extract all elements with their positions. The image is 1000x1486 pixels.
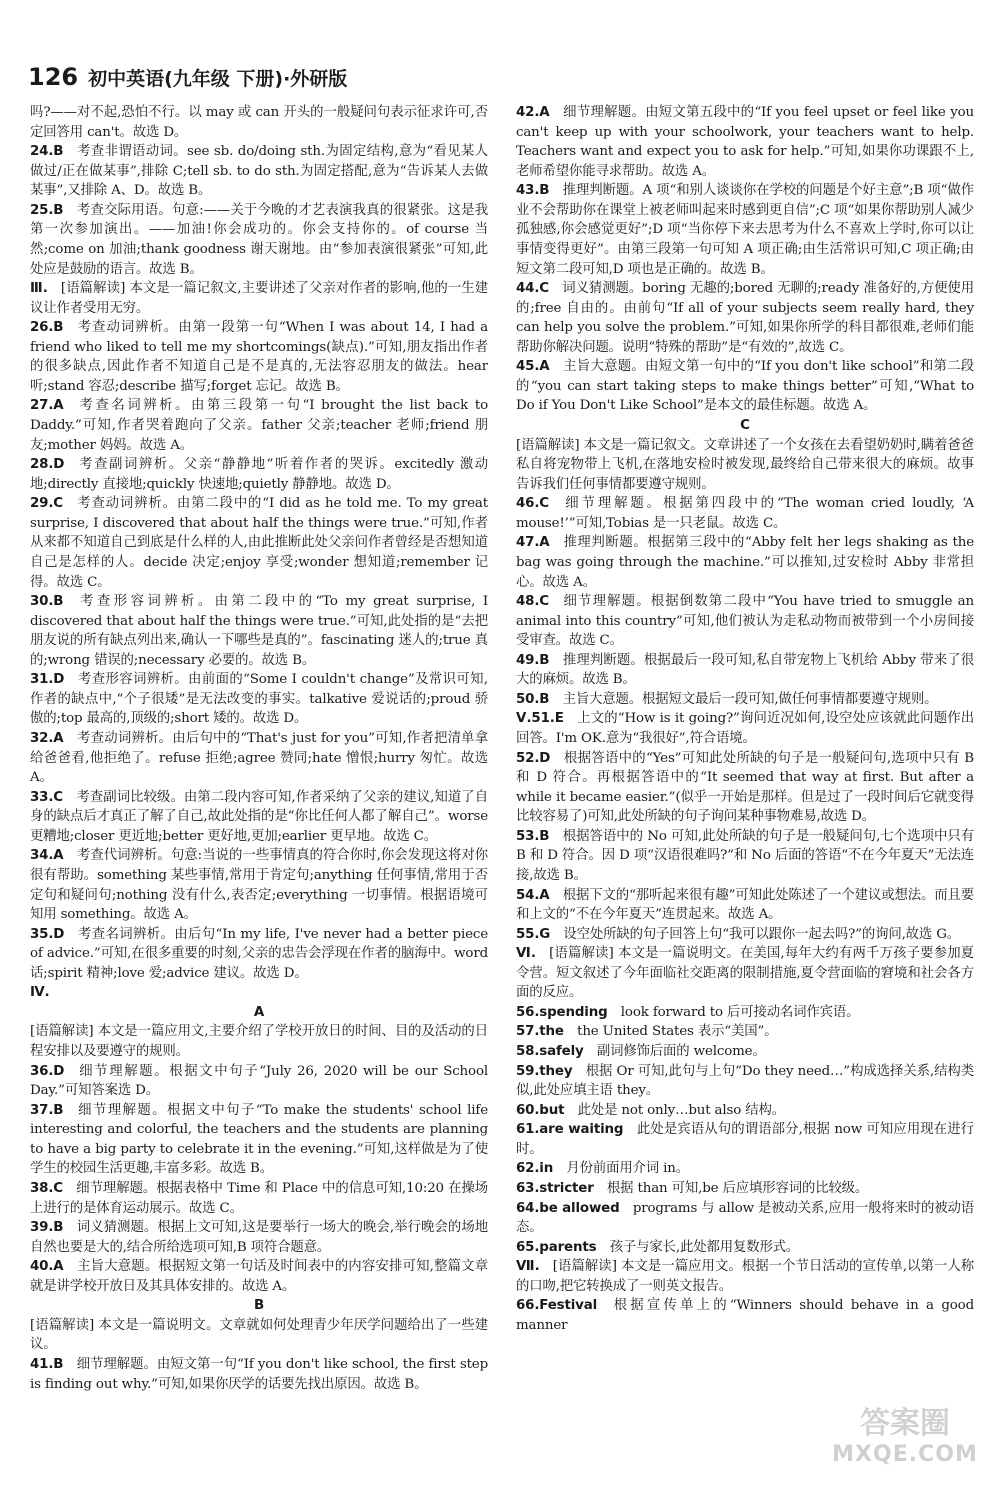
answer-explanation: [语篇解读] 本文是一篇记叙文,主要讲述了父亲对作者的影响,他的一生建议让作者受用无穷。 xyxy=(30,281,488,316)
answer-item xyxy=(30,455,488,494)
answer-item xyxy=(30,1022,488,1061)
answer-item xyxy=(30,142,488,201)
answer-item xyxy=(516,886,974,925)
answer-number: 54.A xyxy=(516,887,550,903)
answer-explanation: 吗?——对不起,恐怕不行。以 may 或 can 开头的一般疑问句表示征求许可,否定回答用 can't。故选 D。 xyxy=(30,105,488,140)
answer-explanation: 考查非谓语动词。see sb. do/doing sth.为固定结构,意为“看见某人做过/正在做某事”,排除 C;tell sb. to do sth.为固定搭配,意为“告诉某人去做某事”,又排除 A、D。故选 B。 xyxy=(30,144,488,199)
book-title: 初中英语(九年级 下册)·外研版 xyxy=(88,67,348,90)
answer-item xyxy=(516,944,974,1003)
answer-item xyxy=(30,925,488,984)
answer-explanation: 根据答语中的 No 可知,此处所缺的句子是一般疑问句,七个选项中只有 B 和 D 符合。因 D 项“汉语很难吗?”和 No 后面的答语“不在今年夏天”无法连接,故选 B。 xyxy=(516,828,974,883)
answer-number: 44.C xyxy=(516,281,549,297)
passage-section-heading: C xyxy=(740,418,750,433)
answer-explanation: 根据宣传单上的“Winners should behave in a good manner xyxy=(516,1298,974,1333)
answer-explanation: 词义猜测题。根据上文可知,这是要举行一场大的晚会,举行晚会的场地自然也要是大的,结合所给选项可知,B 项符合题意。 xyxy=(30,1220,488,1255)
answer-item xyxy=(30,279,488,318)
answer-number: 29.C xyxy=(30,496,63,512)
answer-number: 39.B xyxy=(30,1220,64,1236)
answer-explanation: 考查动词辨析。由后句中的“That's just for you”可知,作者把清单拿给爸爸看,他拒绝了。refuse 拒绝;agree 赞同;hate 憎恨;hurry 匆忙。故选 A。 xyxy=(30,731,488,786)
answer-number: Ⅶ. xyxy=(516,1259,540,1275)
left-column xyxy=(30,103,488,1478)
right-column xyxy=(516,103,974,1478)
answer-explanation: the United States 表示“美国”。 xyxy=(577,1024,778,1040)
answer-number: 38.C xyxy=(30,1180,63,1196)
answer-number: 58.safely xyxy=(516,1044,584,1059)
answer-item xyxy=(516,103,974,181)
answer-item xyxy=(30,201,488,279)
answer-explanation: 根据答语中的“Yes”可知此处所缺的句子是一般疑问句,选项中只有 B 和 D 符合。再根据答语中的“It seemed that way at first. But after a while it became easier.”(似乎一开始是那样。但是过了一段时间后它就变得比较容易了)可知,此处所缺的句子询问某种事物难易,故选 D。 xyxy=(516,750,974,825)
answer-item xyxy=(30,494,488,592)
answer-number: 49.B xyxy=(516,652,550,668)
answer-number: 28.D xyxy=(30,457,65,473)
page-header xyxy=(28,60,508,94)
answer-explanation: 词义猜测题。boring 无趣的;bored 无聊的;ready 准备好的,方便使用的;free 自由的。由前句“If all of your subjects seem really hard, they can help you solve the problem.”可知,如果你所学的科目都很难,老师们能帮助你解决问题。说明“特殊的帮助”是“有效的”,故选 C。 xyxy=(516,281,974,355)
answer-number: 36.D xyxy=(30,1063,65,1079)
answer-item xyxy=(30,1257,488,1296)
passage-section-heading: B xyxy=(253,1298,265,1314)
answer-explanation: [语篇解读] 本文是一篇说明文。在美国,每年大约有两千万孩子要参加夏令营。短文叙述了今年面临社交距离的限制措施,夏令营面临的窘境和社会各方面的反应。 xyxy=(516,946,974,1001)
answer-number: 61.are waiting xyxy=(516,1122,624,1138)
answer-item xyxy=(516,1101,974,1121)
answer-explanation: 上文的“How is it going?”询问近况如何,设空处应该就此问题作出回答。I'm OK.意为“我很好”,符合语境。 xyxy=(516,711,974,746)
answer-item xyxy=(516,1159,974,1179)
answer-item xyxy=(516,1179,974,1199)
answer-number: 57.the xyxy=(516,1024,564,1040)
answer-explanation: 细节理解题。根据倒数第二段中“You have tried to smuggle an animal into this country”可知,他们被认为走私动物而被带到一个小房间接受审查。故选 C。 xyxy=(516,594,974,649)
answer-item xyxy=(516,436,974,495)
answer-item xyxy=(30,729,488,788)
answer-number: 53.B xyxy=(516,828,550,844)
answer-item xyxy=(516,181,974,279)
answer-number: 35.D xyxy=(30,926,65,942)
answer-explanation: 考查副词辨析。父亲“静静地”听着作者的哭诉。excitedly 激动地;directly 直接地;quickly 快速地;quietly 静静地。故选 D。 xyxy=(30,457,488,492)
answer-item xyxy=(516,1199,974,1238)
answer-number: 62.in xyxy=(516,1161,554,1177)
answer-number: 60.but xyxy=(516,1102,565,1118)
answer-number: 34.A xyxy=(30,848,64,864)
answer-item xyxy=(30,318,488,396)
answer-item xyxy=(30,592,488,670)
answer-item xyxy=(30,1355,488,1394)
answer-explanation: 细节理解题。根据文中句子“July 26, 2020 will be our School Day.”可知答案选 D。 xyxy=(30,1063,488,1099)
answer-explanation: 副词修饰后面的 welcome。 xyxy=(596,1044,766,1059)
answer-number: Ⅵ. xyxy=(516,946,536,962)
answer-explanation: 月份前面用介词 in。 xyxy=(566,1161,689,1177)
answer-explanation: [语篇解读] 本文是一篇说明文。文章就如何处理青少年厌学问题给出了一些建议。 xyxy=(30,1317,488,1353)
answer-item xyxy=(516,1022,974,1042)
answer-item xyxy=(516,690,974,710)
answer-explanation: 细节理解题。根据第四段中的“The woman cried loudly, ‘A mouse!’”可知,Tobias 是一只老鼠。故选 C。 xyxy=(516,496,974,531)
answer-item xyxy=(516,1296,974,1335)
answer-item xyxy=(516,592,974,651)
answer-number: 66.Festival xyxy=(516,1298,598,1314)
answer-number: 27.A xyxy=(30,398,64,414)
answer-item xyxy=(516,827,974,886)
answer-item xyxy=(516,651,974,690)
answer-number: 47.A xyxy=(516,535,550,551)
answer-explanation: 根据 Or 可知,此句与上句“Do they need…”构成选择关系,结构类似,此处应填主语 they。 xyxy=(516,1063,974,1099)
answer-explanation: 考查动词辨析。由第二段中的“I did as he told me. To my great surprise, I discovered that about half the things were true.”可知,作者从来都不知道自己到底是什么样的人,由此推断此处父亲问作者曾经是否想知道自己是怎样的人。decide 决定;enjoy 享受;wonder 想知道;remember 记得。故选 C。 xyxy=(30,496,488,590)
answer-item xyxy=(30,670,488,729)
answer-explanation: 考查动词辨析。由第一段第一句“When I was about 14, I had a friend who liked to tell me my shortcomings(缺点).”可知,朋友指出作者的很多缺点,因此作者不知道自己是不是真的,无法容忍朋友的做法。hear 听;stand 容忍;describe 描写;forget 忘记。故选 B。 xyxy=(30,320,488,394)
watermark-line-1: 答案圈 xyxy=(860,1405,950,1441)
answer-item xyxy=(516,925,974,945)
answer-number: 52.D xyxy=(516,750,551,766)
answer-explanation: 根据下文的“那听起来很有趣”可知此处陈述了一个建议或想法。而且要和上文的“不在今年夏天”连贯起来。故选 A。 xyxy=(516,887,974,923)
answer-explanation: 主旨大意题。根据短文第一句话及时间表中的内容安排可知,整篇文章就是讲学校开放日及其具体安排的。故选 A。 xyxy=(30,1259,488,1294)
answer-explanation: 孩子与家长,此处都用复数形式。 xyxy=(609,1239,800,1255)
answer-explanation: 推理判断题。A 项“和别人谈谈你在学校的问题是个好主意”;B 项“做作业不会帮助你在课堂上被老师叫起来时感到更自信”;C 项“如果你帮助别人减少孤独感,你会感觉更好”;D 项“当你停下来去思考为什么不喜欢上学时,你可以让事情变得更好”。由第三段第一句可知 A 项正确;由生活常识可知,C 项正确;由短文第二段可知,D 项也是正确的。故选 B。 xyxy=(516,183,974,277)
answer-explanation: 考查交际用语。句意:——关于今晚的才艺表演我真的很紧张。这是我第一次参加演出。——加油!你会成功的。你会支持你的。of course 当然;come on 加油;thank goodness 谢天谢地。由“参加表演很紧张”可知,此处应是鼓励的语言。故选 B。 xyxy=(30,202,488,277)
answer-explanation: 细节理解题。根据表格中 Time 和 Place 中的信息可知,10:20 在操场上进行的是体育运动展示。故选 C。 xyxy=(30,1180,488,1216)
answer-number: 31.D xyxy=(30,672,65,688)
answer-explanation: 主旨大意题。根据短文最后一段可知,做任何事情都要遵守规则。 xyxy=(562,691,938,707)
answer-explanation: 细节理解题。根据文中句子“To make the students' school life interesting and colorful, the teachers and the students are planning to have a big party to celebrate it in the evening.”可知,这样做是为了使学生的校园生活更趣,丰富多彩。故选 B。 xyxy=(30,1102,488,1177)
answer-explanation: 此处是宾语从句的谓语部分,根据 now 可知应用现在进行时。 xyxy=(516,1122,974,1157)
answer-item xyxy=(516,1238,974,1258)
answer-item xyxy=(30,1101,488,1179)
section-roman-label xyxy=(30,983,488,1003)
section-roman-number: Ⅳ. xyxy=(30,985,50,1001)
answer-explanation: 细节理解题。由短文第一句“If you don't like school, the first step is finding out why.”可知,如果你厌学的话要先找出原因。故选 B。 xyxy=(30,1357,488,1392)
answer-item xyxy=(516,749,974,827)
answer-item xyxy=(516,1120,974,1159)
answer-number: 32.A xyxy=(30,731,64,746)
answer-item xyxy=(30,1316,488,1355)
answer-item xyxy=(516,533,974,592)
answer-item xyxy=(30,1218,488,1257)
answer-number: Ⅴ.51.E xyxy=(516,711,564,727)
answer-explanation: [语篇解读] 本文是一篇应用文。根据一个节日活动的宣传单,以第一人称的口吻,把它转换成了一则英文报告。 xyxy=(516,1259,974,1294)
answer-item xyxy=(516,1003,974,1023)
answer-number: 24.B xyxy=(30,144,64,160)
answer-item xyxy=(30,1062,488,1101)
answer-number: 26.B xyxy=(30,320,64,336)
answer-item xyxy=(516,1257,974,1296)
answer-number: 43.B xyxy=(516,183,550,199)
answer-number: 40.A xyxy=(30,1259,64,1275)
answer-explanation: 细节理解题。由短文第五段中的“If you feel upset or feel like you can't keep up with your schoolwork, your teachers want to help. Teachers want and expect you to ask for help.”可知,如果你功课跟不上,老师希望你能寻求帮助。故选 A。 xyxy=(516,105,974,179)
answer-explanation: 设空处所缺的句子回答上句“我可以跟你一起去吗?”的询问,故选 G。 xyxy=(563,926,961,942)
answer-item xyxy=(30,788,488,847)
answer-number: 48.C xyxy=(516,594,549,610)
answer-number: 41.B xyxy=(30,1357,64,1372)
answer-item xyxy=(30,1179,488,1218)
answer-item xyxy=(30,396,488,455)
answer-explanation: 考查形容词辨析。由前面的“Some I couldn't change”及常识可知,作者的缺点中,“个子很矮”是无法改变的事实。talkative 爱说话的;proud 骄傲的;top 最高的,顶级的;short 矮的。故选 D。 xyxy=(30,672,488,727)
answer-number: 45.A xyxy=(516,359,550,375)
answer-number: 55.G xyxy=(516,926,551,942)
answer-explanation: 推理判断题。根据第三段中的“Abby felt her legs shaking as the bag was going through the machine.”可以推知,过安检时 Abby 非常担心。故选 A。 xyxy=(516,535,974,590)
answer-item xyxy=(516,279,974,357)
answer-explanation: 此处是 not only…but also 结构。 xyxy=(577,1102,785,1118)
answer-explanation: 考查代词辨析。句意:当说的一些事情真的符合你时,你会发现这将对你很有帮助。something 某些事情,常用于肯定句;anything 任何事情,常用于否定句和疑问句;nothing 没有什么,表否定;everything 一切事情。根据语境可知用 something。故选 A。 xyxy=(30,848,488,923)
answer-explanation: [语篇解读] 本文是一篇应用文,主要介绍了学校开放日的时间、目的及活动的日程安排以及要遵守的规则。 xyxy=(30,1024,488,1059)
answer-explanation: 考查副词比较级。由第二段内容可知,作者采纳了父亲的建议,知道了自身的缺点后才真正了解了自己,故此处指的是“你比任何人都了解自己”。worse 更糟地;closer 更近地;better 更好地,更加;earlier 更早地。故选 C。 xyxy=(30,789,488,844)
answer-number: 33.C xyxy=(30,789,63,805)
answer-item xyxy=(30,103,488,142)
answer-number: 56.spending xyxy=(516,1004,608,1020)
answer-number: 25.B xyxy=(30,202,64,218)
answer-number: 46.C xyxy=(516,496,549,512)
answer-explanation: look forward to 后可接动名词作宾语。 xyxy=(620,1004,860,1020)
answer-number: 65.parents xyxy=(516,1239,597,1255)
answer-explanation: 考查形容词辨析。由第二段中的“To my great surprise, I discovered that about half the things were true.”可知,此处指的是“去把朋友说的所有缺点列出来,确认一下哪些是真的”。fascinating 迷人的;true 真的;wrong 错误的;necessary 必要的。故选 B。 xyxy=(30,594,488,668)
page-number: 126 xyxy=(28,63,79,91)
watermark-line-2: MXQE.COM xyxy=(832,1441,978,1467)
answer-explanation: 根据 than 可知,be 后应填形容词的比较级。 xyxy=(606,1180,869,1196)
answer-item xyxy=(516,357,974,416)
answer-number: Ⅲ. xyxy=(30,281,48,297)
answer-explanation: 考查名词辨析。由第三段第一句“I brought the list back to Daddy.”可知,作者哭着跑向了父亲。father 父亲;teacher 老师;friend 朋友;mother 妈妈。故选 A。 xyxy=(30,398,488,453)
answer-explanation: programs 与 allow 是被动关系,应用一般将来时的被动语态。 xyxy=(516,1200,974,1236)
answer-number: 64.be allowed xyxy=(516,1200,620,1216)
answer-number: 37.B xyxy=(30,1102,64,1118)
answer-number: 30.B xyxy=(30,594,64,610)
answer-explanation: 推理判断题。根据最后一段可知,私自带宠物上飞机给 Abby 带来了很大的麻烦。故选 B。 xyxy=(516,652,974,688)
answer-number: 63.stricter xyxy=(516,1180,594,1196)
answer-number: 59.they xyxy=(516,1063,573,1079)
answer-number: 50.B xyxy=(516,691,550,707)
answer-item xyxy=(516,709,974,748)
answer-explanation: 考查名词辨析。由后句“In my life, I've never had a better piece of advice.”可知,在很多重要的时刻,父亲的忠告会浮现在作者的脑海中。word 话;spirit 精神;love 爱;advice 建议。故选 D。 xyxy=(30,926,488,981)
answer-item xyxy=(30,846,488,924)
answer-item xyxy=(516,1062,974,1101)
answer-number: 42.A xyxy=(516,105,550,120)
passage-section-heading: A xyxy=(253,1004,265,1020)
answer-item xyxy=(516,1042,974,1062)
answer-explanation: [语篇解读] 本文是一篇记叙文。文章讲述了一个女孩在去看望奶奶时,瞒着爸爸私自将宠物带上飞机,在落地安检时被发现,最终给自己带来很大的麻烦。故事告诉我们任何事情都要遵守规则。 xyxy=(516,437,974,492)
answer-explanation: 主旨大意题。由短文第一句中的“If you don't like school”和第二段的“you can start taking steps to make things better”可知,“What to Do if You Don't Like School”是本文的最佳标题。故选 A。 xyxy=(516,359,974,414)
answer-item xyxy=(516,494,974,533)
